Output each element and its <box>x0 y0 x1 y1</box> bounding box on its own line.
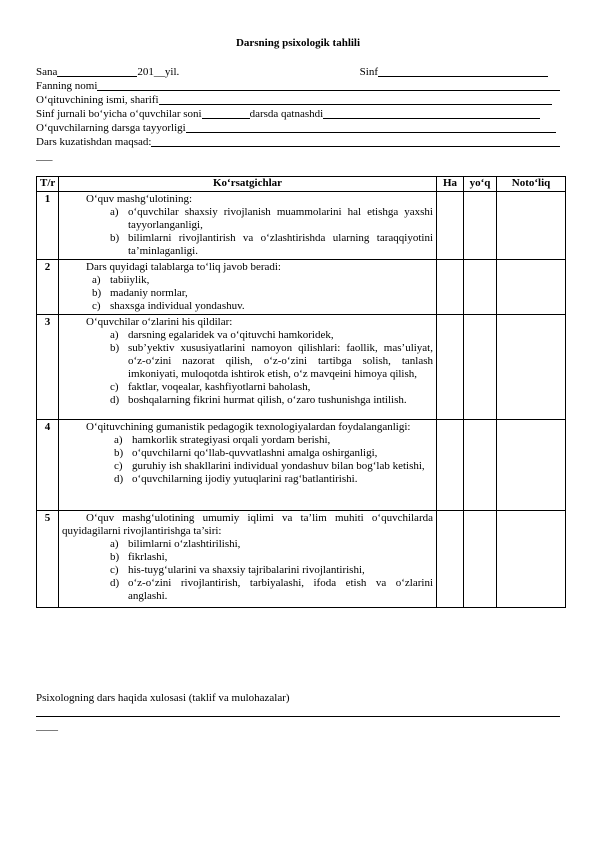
list-item: b) madaniy normlar, <box>92 287 188 299</box>
conclusion-line <box>36 705 560 719</box>
yes-checkbox-cell[interactable] <box>437 315 464 420</box>
table-row <box>37 420 566 511</box>
list-item: c) shaxsga individual yondashuv. <box>92 300 245 312</box>
goal-label: Dars kuzatishdan maqsad: <box>36 136 152 148</box>
incomplete-checkbox-cell[interactable] <box>497 420 566 511</box>
header-yes: Ha <box>437 177 464 192</box>
no-checkbox-cell[interactable] <box>464 192 497 260</box>
item-list <box>114 434 433 486</box>
list-item: a) darsning egalaridek va o‘qituvchi hamkoridek, <box>110 329 334 341</box>
row-num: 4 <box>37 420 59 511</box>
indicators-table <box>36 176 566 608</box>
yes-checkbox-cell[interactable] <box>437 192 464 260</box>
indicator-intro: Dars quyidagi talablarga to‘liq javob beradi: <box>86 261 281 273</box>
readiness-field[interactable] <box>186 121 556 133</box>
incomplete-checkbox-cell[interactable] <box>497 260 566 315</box>
sana-label: Sana <box>36 66 58 78</box>
conclusion-field[interactable] <box>36 705 560 717</box>
list-item: b) fikrlashi, <box>110 551 168 563</box>
teacher-field[interactable] <box>159 93 552 105</box>
table-row <box>37 192 566 260</box>
goal-continuation-line <box>36 149 560 163</box>
item-list <box>110 206 433 258</box>
row-num: 1 <box>37 192 59 260</box>
row-num: 5 <box>37 511 59 608</box>
list-item: a) tabiiylik, <box>92 274 150 286</box>
sinf-label: Sinf <box>359 66 378 78</box>
indicator-intro: O‘qituvchining gumanistik pedagogik texnologiyalardan foydalanganligi: <box>86 421 411 433</box>
conclusion-label: Psixologning dars haqida xulosasi (taklif va mulohazalar) <box>36 692 290 704</box>
indicator-intro: O‘quv mashg‘ulotining umumiy iqlimi va ta’lim muhiti o‘quvchilarda quyidagilarni rivojlantirishga ta’siri: <box>62 512 433 537</box>
header-indicators: Ko‘rsatgichlar <box>59 177 437 192</box>
sana-field[interactable] <box>57 65 137 77</box>
item-list <box>110 329 433 407</box>
journal-label: Sinf jurnali bo‘yicha o‘quvchilar soni <box>36 108 202 120</box>
goal-trail: ___ <box>36 150 53 162</box>
date-class-line <box>36 65 560 79</box>
list-item: d) boshqalarning fikrini hurmat qilish, o‘zaro tushunishga intilish. <box>110 394 407 406</box>
row-num: 3 <box>37 315 59 420</box>
header-num: T/r <box>37 177 59 192</box>
attended-field[interactable] <box>323 107 540 119</box>
document-title: Darsning psixologik tahlili <box>235 37 361 49</box>
header-incomplete: Noto‘liq <box>497 177 566 192</box>
header-no: yo‘q <box>464 177 497 192</box>
yes-checkbox-cell[interactable] <box>437 420 464 511</box>
list-item: d) o‘z-o‘zini rivojlantirish, tarbiyalashi, ifoda etish va o‘zlarini anglashi. <box>110 577 433 602</box>
list-item: b) o‘quvchilarni qo‘llab-quvvatlashni amalga oshirganligi, <box>114 447 378 459</box>
conclusion-trail: ____ <box>36 720 58 732</box>
year-label: 201__yil. <box>137 66 180 78</box>
incomplete-checkbox-cell[interactable] <box>497 192 566 260</box>
table-header-row <box>37 177 566 192</box>
no-checkbox-cell[interactable] <box>464 260 497 315</box>
list-item: c) guruhiy ish shakllarini individual yondashuv bilan bog‘lab ketishi, <box>114 460 425 472</box>
indicator-intro: O‘quvchilar o‘zlarini his qildilar: <box>86 316 233 328</box>
readiness-line <box>36 121 560 135</box>
table-row <box>37 315 566 420</box>
fan-field[interactable] <box>97 79 560 91</box>
incomplete-checkbox-cell[interactable] <box>497 315 566 420</box>
list-item: a) hamkorlik strategiyasi orqali yordam berishi, <box>114 434 331 446</box>
incomplete-checkbox-cell[interactable] <box>497 511 566 608</box>
list-item: d) o‘quvchilarning ijodiy yutuqlarini rag‘batlantirishi. <box>114 473 358 485</box>
indicator-cell <box>59 192 437 260</box>
fan-label: Fanning nomi <box>36 80 98 92</box>
goal-field[interactable] <box>151 135 560 147</box>
indicator-intro: O‘quv mashg‘ulotining: <box>86 193 193 205</box>
list-item: c) faktlar, voqealar, kashfiyotlarni baholash, <box>110 381 311 393</box>
conclusion-continuation-line <box>36 719 560 733</box>
teacher-line <box>36 93 560 107</box>
journal-field[interactable] <box>202 107 250 119</box>
yes-checkbox-cell[interactable] <box>437 260 464 315</box>
goal-line <box>36 135 560 149</box>
table-row <box>37 260 566 315</box>
header-fields <box>36 65 560 163</box>
conclusion-section <box>36 691 560 733</box>
yes-checkbox-cell[interactable] <box>437 511 464 608</box>
indicator-cell <box>59 420 437 511</box>
row-num: 2 <box>37 260 59 315</box>
item-list <box>92 274 433 313</box>
list-item: b) sub’yektiv xususiyatlarini namoyon qilishlari: faollik, mas’uliyat, o‘z-o‘zini nazorat qilish, o‘z-o‘zini tartibga solish, tanlash imkoniyati, muloqotda ishtirok etish, o‘z mavqeini himoya qilish, <box>110 342 433 380</box>
readiness-label: O‘quvchilarning darsga tayyorligi <box>36 122 186 134</box>
indicator-cell <box>59 315 437 420</box>
no-checkbox-cell[interactable] <box>464 511 497 608</box>
item-list <box>110 538 433 603</box>
no-checkbox-cell[interactable] <box>464 315 497 420</box>
indicator-cell <box>59 511 437 608</box>
sinf-field[interactable] <box>378 65 548 77</box>
indicator-cell <box>59 260 437 315</box>
table-row <box>37 511 566 608</box>
no-checkbox-cell[interactable] <box>464 420 497 511</box>
list-item: a) bilimlarni o‘zlashtirilishi, <box>110 538 241 550</box>
list-item: c) his-tuyg‘ularini va shaxsiy tajribalarini rivojlantirishi, <box>110 564 365 576</box>
journal-line <box>36 107 560 121</box>
attended-label: darsda qatnashdi <box>249 108 324 120</box>
list-item: a) o‘quvchilar shaxsiy rivojlanish muammolarini hal etishga yaxshi tayyorlanganligi, <box>110 206 433 231</box>
teacher-label: O‘qituvchining ismi, sharifi <box>36 94 159 106</box>
subject-line <box>36 79 560 93</box>
list-item: b) bilimlarni rivojlantirish va o‘zlashtirishda ularning taraqqiyotini ta’minlaganligi. <box>110 232 433 257</box>
